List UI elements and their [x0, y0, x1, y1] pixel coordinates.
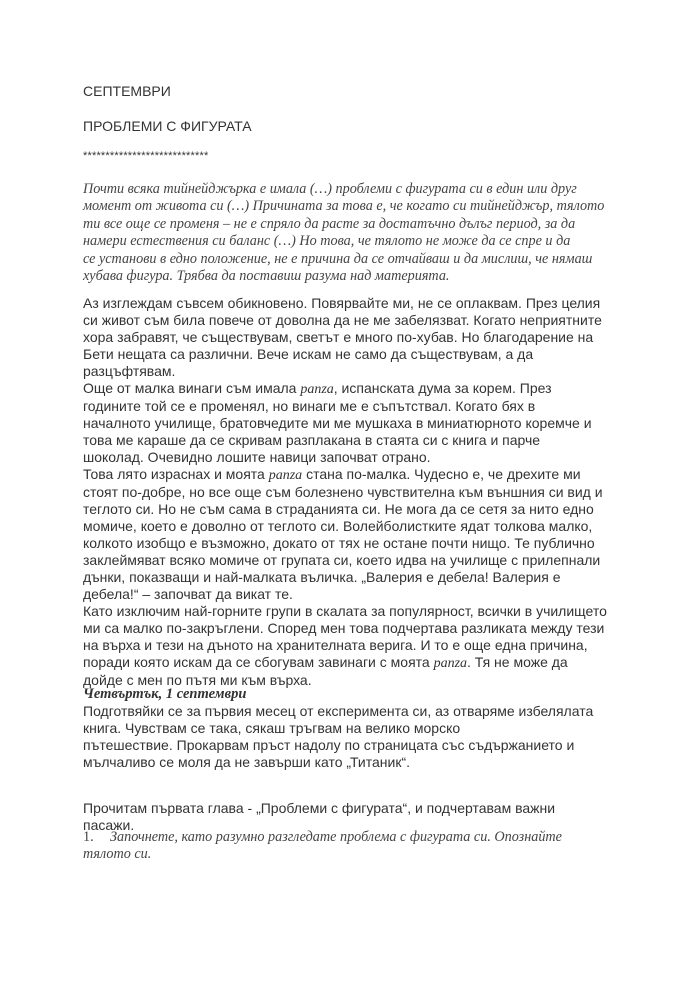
list-line: тялото си. [83, 846, 152, 863]
text-run: поради която искам да се сбогувам завинаги с моята [83, 654, 434, 670]
body-line: теглото си. Но не съм сама в страданията си. Не мога да се сетя за нито едно [83, 501, 594, 517]
text-run: . Тя не може да [467, 654, 568, 670]
body-line [83, 466, 643, 484]
body-line: мълчаливо се моля да не завърши като „Титаник“. [83, 754, 411, 770]
body-line: дънки, показващи и най-малката въличка. „Валерия е дебела! Валерия е [83, 569, 561, 585]
body-line: пътешествие. Прокарвам пръст надолу по страницата със съдържанието и [83, 737, 575, 753]
body-text [83, 295, 643, 689]
italic-word: panza [433, 656, 468, 671]
body-line: стоят по-добре, но все още съм болезнено чувствителна към външния си вид и [83, 484, 603, 500]
text-run: , испанската дума за корем. През [333, 380, 552, 396]
text-run: Още от малка винаги съм имала [83, 380, 301, 396]
text-run: стана по-малка. Чудесно е, че дрехите ми [302, 466, 581, 482]
body-line: това ме караше да се скривам разплакана в стаята си с книга и парче [83, 432, 541, 448]
body-line: хора забравят, че съществувам, светът е много по-хубав. Но благодарение на [83, 329, 594, 345]
body-line: Подготвяйки се за първия месец от експеримента си, аз отваряме избелялата [83, 703, 594, 719]
epigraph-line: ти все още се променя – не е спряло да расте за достатъчно дълъг период, за да [83, 215, 576, 232]
epigraph-line: хубава фигура. Трябва да поставиш разума над материята. [83, 268, 450, 285]
chapter-title: ПРОБЛЕМИ С ФИГУРАТА [83, 118, 252, 134]
epigraph-line: момент от живота си (…) Причината за това е, че когато си тийнейджър, тялото [83, 198, 605, 215]
body-line: момиче, което е доволно от теглото си. Волейболистките ядат толкова малко, [83, 518, 593, 534]
list-number: 1. [83, 829, 94, 845]
numbered-list-item [83, 829, 643, 864]
epigraph-line: се установи в едно положение, не е причина да се отчайваш и да мислиш, че нямаш [83, 250, 593, 267]
entry-date-heading: Четвъртък, 1 септември [83, 686, 247, 702]
body-line: си живот съм била повече от доволна да не ме забелязват. Когато неприятните [83, 312, 602, 328]
body-line: на върха и тези на дъното на хранителната верига. И то е още една причина, [83, 637, 588, 653]
body-line [83, 654, 643, 672]
body-line: книга. Чувствам се така, сякаш тръгвам на велико морско [83, 720, 461, 736]
body-line: годините той се е променял, но винаги ме е съпътствал. Когато бях в [83, 398, 536, 414]
epigraph-line: намери естествения си баланс (…) Но това, че тялото не може да се спре и да [83, 233, 571, 250]
epigraph-line: Почти всяка тийнейджърка е имала (…) проблеми с фигурата си в един или друг [83, 181, 577, 197]
body-line: Прочитам първата глава - „Проблеми с фигурата“, и подчертавам важни [83, 800, 556, 816]
italic-word: panza [300, 382, 334, 397]
month-heading: СЕПТЕМВРИ [83, 83, 171, 99]
body-line: Бети нещата са различни. Вече искам не само да съществувам, а да [83, 346, 534, 362]
list-text: Започнете, като разумно разгледате проблема с фигурата си. Опознайте [110, 829, 562, 845]
body-line: шоколад. Очевидно лошите навици започват отрано. [83, 449, 431, 465]
separator: **************************** [83, 150, 209, 162]
body-line: пасажи. [83, 817, 135, 833]
entry-paragraph [83, 703, 643, 771]
list-line [83, 829, 643, 846]
body-line: разцъфтявам. [83, 363, 176, 379]
italic-word: panza [268, 468, 303, 483]
body-line [83, 380, 643, 398]
body-line: колкото изобщо е възможно, докато от тях не остане почти нищо. Те публично [83, 535, 595, 551]
text-run: Това лято израснах и моята [83, 466, 269, 482]
body-line: началното училище, братовчедите ми ме мушкаха в миниатюрното коремче и [83, 415, 592, 431]
body-line: Като изключим най-горните групи в скалата за популярност, всички в училището [83, 603, 607, 619]
body-line: дебела!“ – започват да викат те. [83, 586, 293, 602]
body-line: Аз изглеждам съвсем обикновено. Повярвайте ми, не се оплаквам. През целия [83, 295, 601, 311]
epigraph [83, 181, 643, 285]
body-line: дойде с мен по пътя ми към върха. [83, 672, 312, 688]
body-line: ми са малко по-закръглени. Според мен това подчертава разликата между тези [83, 620, 605, 636]
body-line: заклеймяват всяко момиче от групата си, което идва на училище с прилепнали [83, 552, 601, 568]
